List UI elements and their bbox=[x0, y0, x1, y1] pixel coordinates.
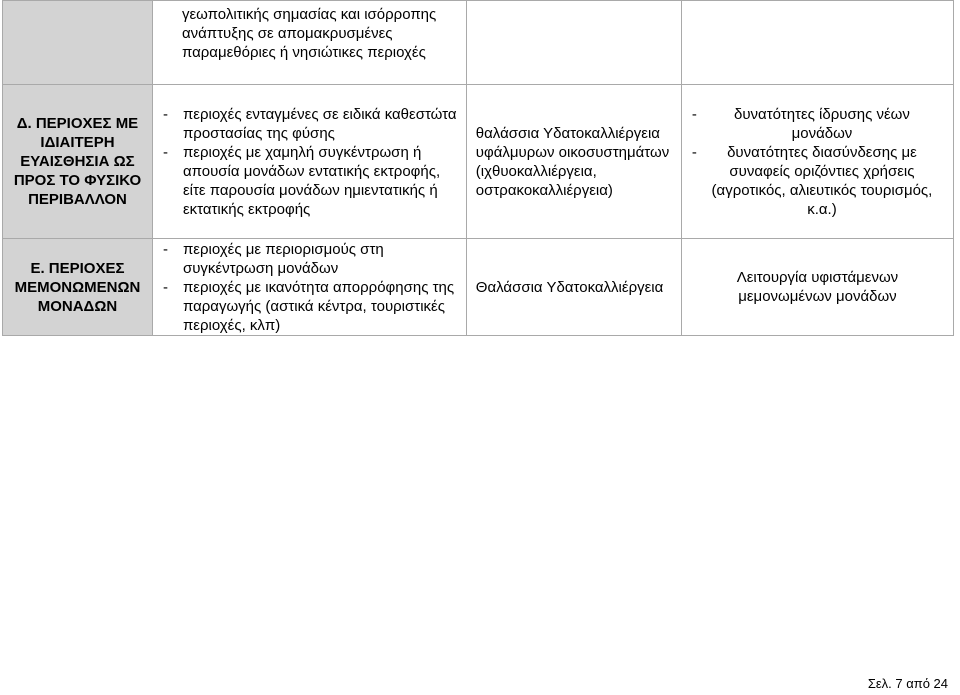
zones-table bbox=[2, 0, 954, 336]
table-row bbox=[3, 85, 953, 238]
areas-list bbox=[153, 105, 458, 219]
areas-list bbox=[153, 240, 458, 335]
areas-text: γεωπολιτικής σημασίας και ισόρροπης ανάπτυξης σε απομακρυσμένες παραμεθόριες ή νησιώτικες περιοχές bbox=[181, 6, 437, 61]
table-row bbox=[3, 239, 953, 335]
list-item: - περιοχές ενταγμένες σε ειδικά καθεστώτα προστασίας της φύσης bbox=[153, 105, 458, 143]
prospects-cell bbox=[682, 85, 953, 238]
page-number: Σελ. 7 από 24 bbox=[867, 676, 948, 691]
category-cell bbox=[3, 1, 152, 84]
areas-cell bbox=[153, 1, 466, 84]
category-cell: Δ. ΠΕΡΙΟΧΕΣ ΜΕ ΙΔΙΑΙΤΕΡΗ ΕΥΑΙΣΘΗΣΙΑ ΩΣ ΠΡΟΣ ΤΟ ΦΥΣΙΚΟ ΠΕΡΙΒΑΛΛΟΝ bbox=[3, 85, 152, 238]
list-item: - περιοχές με χαμηλή συγκέντρωση ή απουσία μονάδων εντατικής εκτροφής, είτε παρουσία μονάδων ημιεντατικής ή εκτατικής εκτροφής bbox=[153, 143, 458, 219]
list-item: - περιοχές με ικανότητα απορρόφησης της παραγωγής (αστικά κέντρα, τουριστικές περιοχές, κλπ) bbox=[153, 278, 458, 335]
prospects-cell: Λειτουργία υφιστάμενων μεμονωμένων μονάδων bbox=[682, 239, 953, 335]
list-item: - δυνατότητες ίδρυσης νέων μονάδων bbox=[682, 105, 933, 143]
prospects-cell bbox=[682, 1, 953, 84]
activity-cell bbox=[467, 1, 681, 84]
activity-cell: Θαλάσσια Υδατοκαλλιέργεια bbox=[467, 239, 681, 335]
activity-cell: θαλάσσια Υδατοκαλλιέργεια υφάλμυρων οικοσυστημάτων (ιχθυοκαλλιέργεια, οστρακοκαλλιέργεια) bbox=[467, 85, 681, 238]
list-item: - περιοχές με περιορισμούς στη συγκέντρωση μονάδων bbox=[153, 240, 458, 278]
areas-cell bbox=[153, 239, 466, 335]
prospects-list bbox=[682, 105, 933, 219]
table-row bbox=[3, 1, 953, 84]
list-item: - δυνατότητες διασύνδεσης με συναφείς οριζόντιες χρήσεις (αγροτικός, αλιευτικός τουρισμός, κ.α.) bbox=[682, 143, 933, 219]
areas-cell bbox=[153, 85, 466, 238]
category-cell: Ε. ΠΕΡΙΟΧΕΣ ΜΕΜΟΝΩΜΕΝΩΝ ΜΟΝΑΔΩΝ bbox=[3, 239, 152, 335]
